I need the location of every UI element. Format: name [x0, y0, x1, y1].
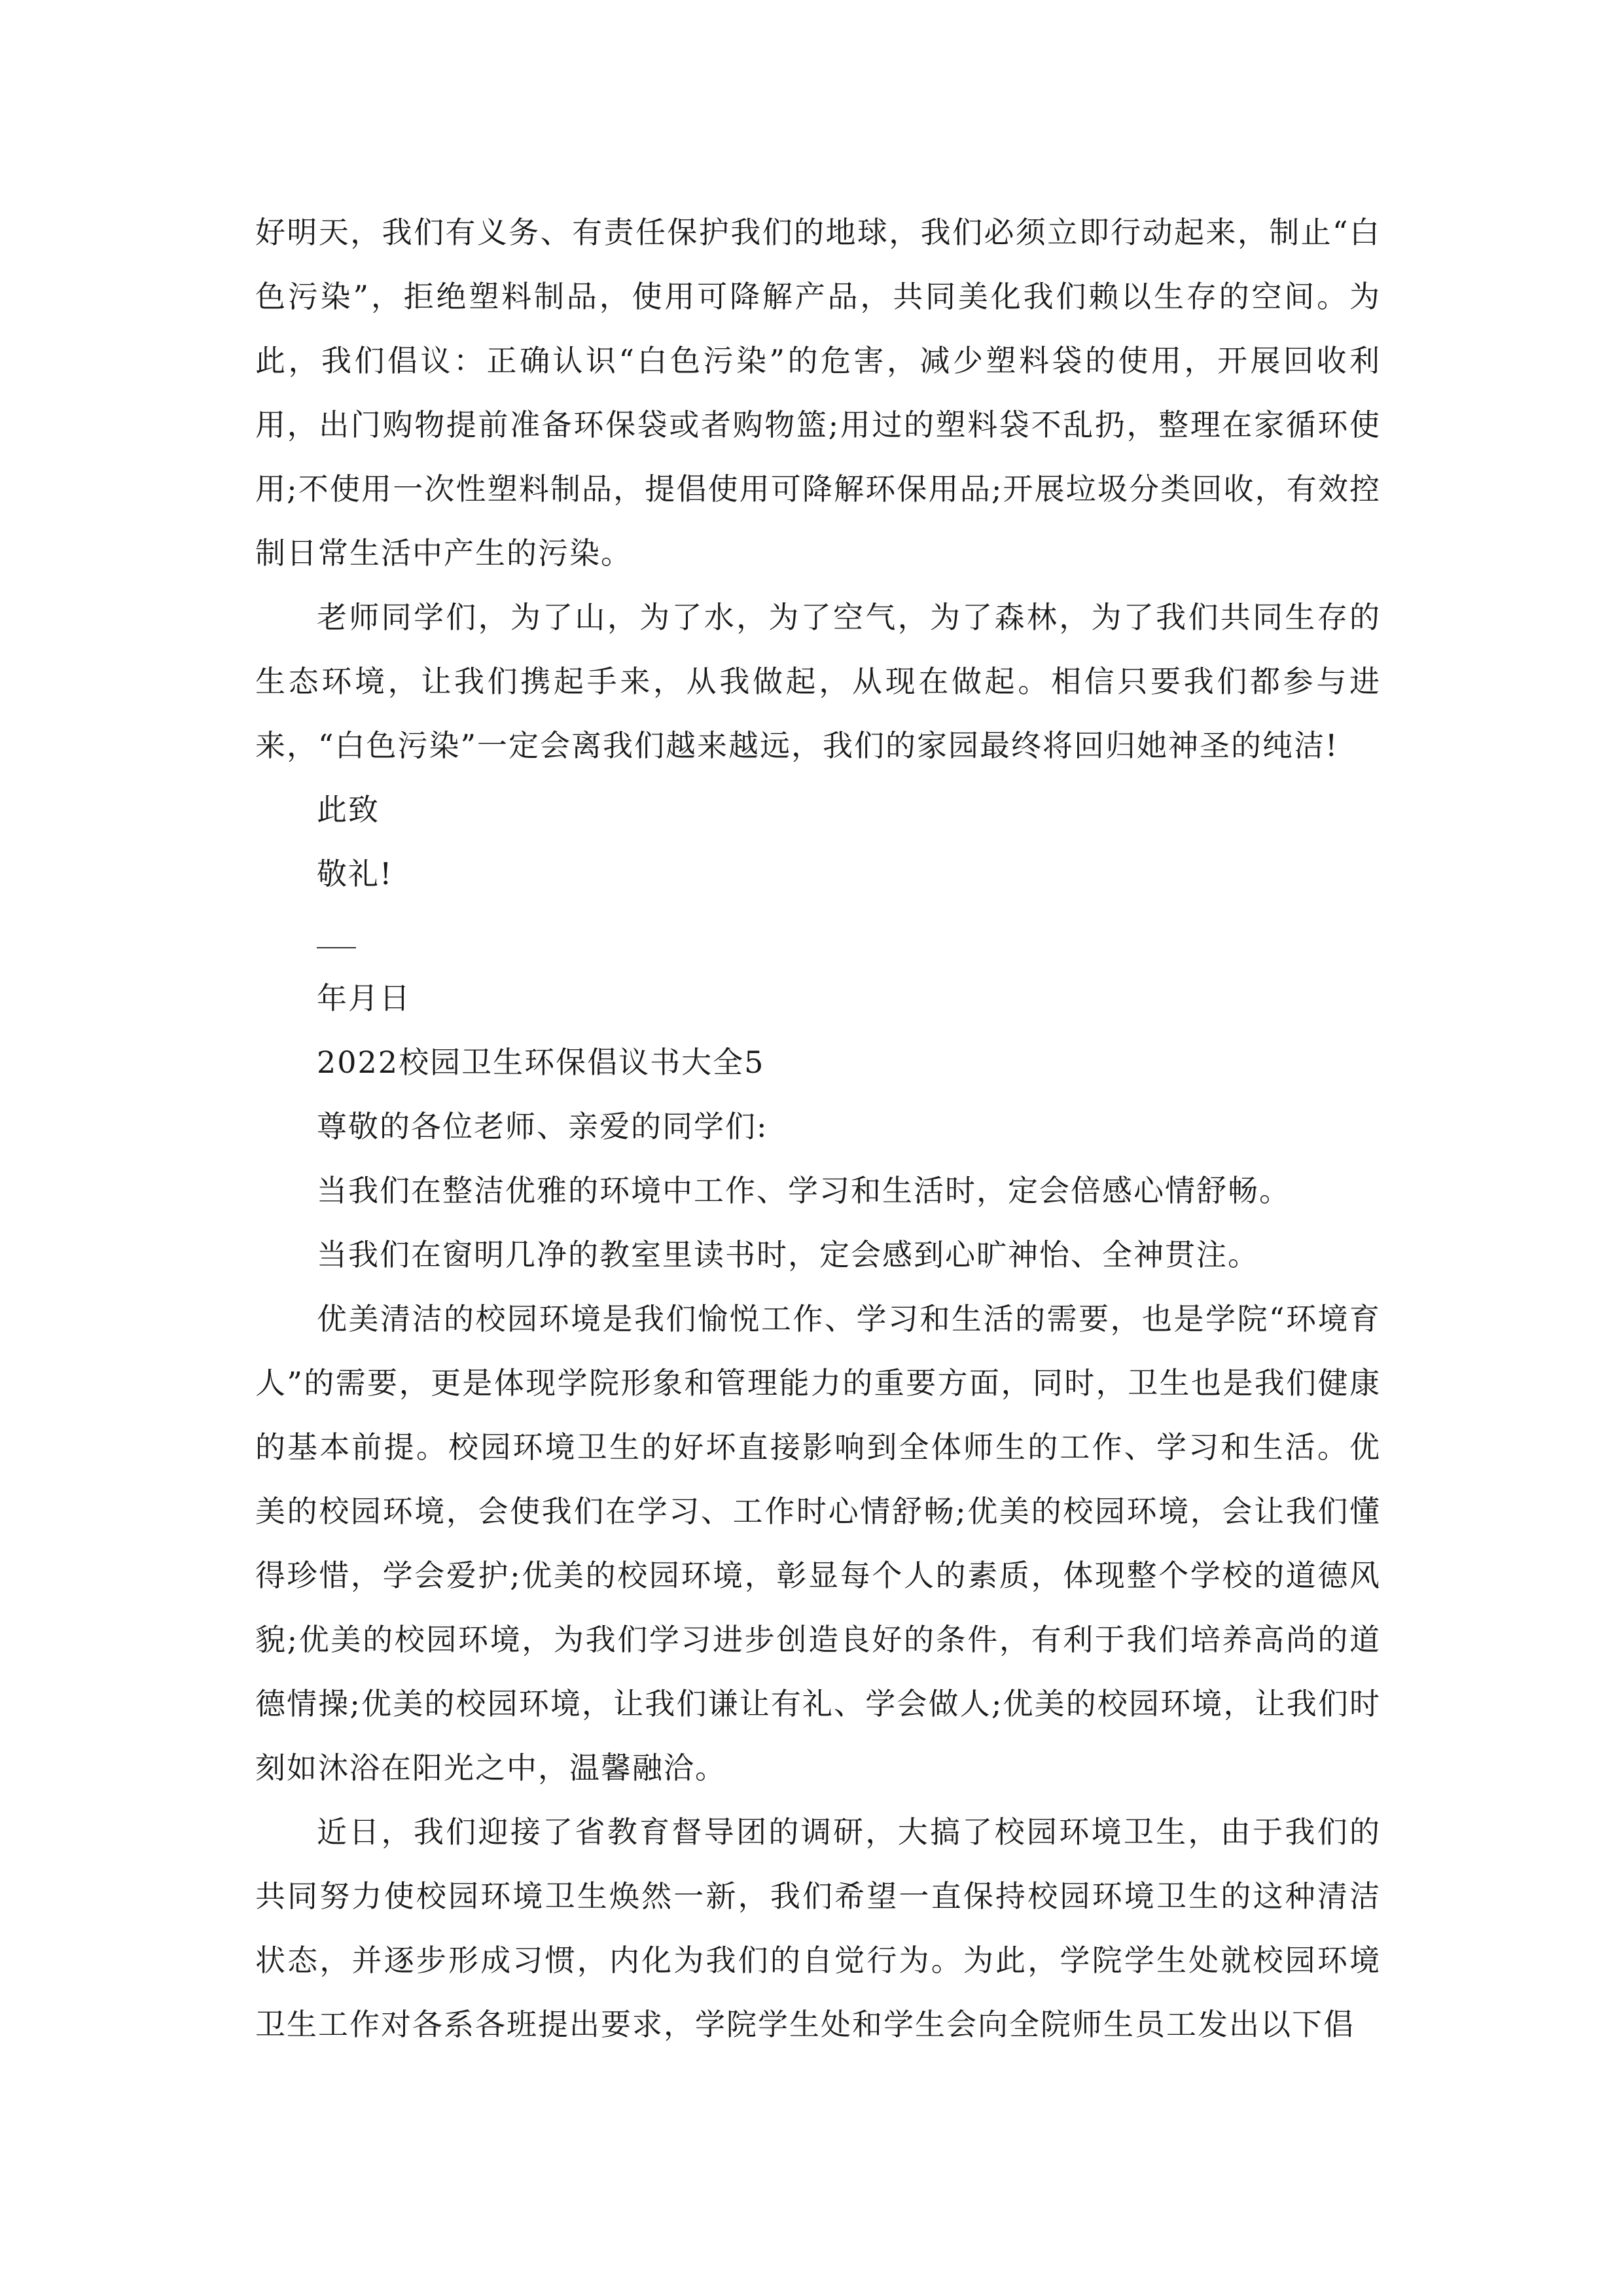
body-text-lower: [255, 966, 1381, 2056]
section-title: 2022校园卫生环保倡议书大全5: [317, 1045, 765, 1080]
closing-salute: 敬礼!: [317, 856, 393, 891]
paragraph-teachers: 老师同学们，为了山，为了水，为了空气，为了森林，为了我们共同生存的生态环境，让我们携起手来，从我做起，从现在做起。相信只要我们都参与进来，“白色污染”一定会离我们越来越远，我们的家园最终将回归她神圣的纯洁!: [255, 600, 1381, 763]
line-comfort: 当我们在整洁优雅的环境中工作、学习和生活时，定会倍感心情舒畅。: [317, 1173, 1291, 1208]
salutation: 尊敬的各位老师、亲爱的同学们:: [317, 1109, 768, 1144]
line-classroom: 当我们在窗明几净的教室里读书时，定会感到心旷神怡、全神贯注。: [317, 1237, 1259, 1272]
body-text-upper: [255, 200, 1381, 906]
paragraph-recent: 近日，我们迎接了省教育督导团的调研，大搞了校园环境卫生，由于我们的共同努力使校园环境卫生焕然一新，我们希望一直保持校园环境卫生的这种清洁状态，并逐步形成习惯，内化为我们的自觉行为。为此，学院学生处就校园环境卫生工作对各系各班提出要求，学院学生处和学生会向全院师生员工发出以下倡: [255, 1814, 1381, 2042]
paragraph-continued: 好明天，我们有义务、有责任保护我们的地球，我们必须立即行动起来，制止“白色污染”，拒绝塑料制品，使用可降解产品，共同美化我们赖以生存的空间。为此，我们倡议：正确认识“白色污染”的危害，减少塑料袋的使用，开展回收利用，出门购物提前准备环保袋或者购物篮;用过的塑料袋不乱扔，整理在家循环使用;不使用一次性塑料制品，提倡使用可降解环保用品;开展垃圾分类回收，有效控制日常生活中产生的污染。: [255, 215, 1381, 571]
closing-greeting: 此致: [317, 792, 380, 827]
date-line: 年月日: [317, 980, 411, 1016]
paragraph-environment: 优美清洁的校园环境是我们愉悦工作、学习和生活的需要，也是学院“环境育人”的需要，更是体现学院形象和管理能力的重要方面，同时，卫生也是我们健康的基本前提。校园环境卫生的好坏直接影响到全体师生的工作、学习和生活。优美的校园环境，会使我们在学习、工作时心情舒畅;优美的校园环境，会让我们懂得珍惜，学会爱护;优美的校园环境，彰显每个人的素质，体现整个学校的道德风貌;优美的校园环境，为我们学习进步创造良好的条件，有利于我们培养高尚的道德情操;优美的校园环境，让我们谦让有礼、学会做人;优美的校园环境，让我们时刻如沐浴在阳光之中，温馨融洽。: [255, 1301, 1381, 1785]
signature-line: [317, 947, 356, 948]
